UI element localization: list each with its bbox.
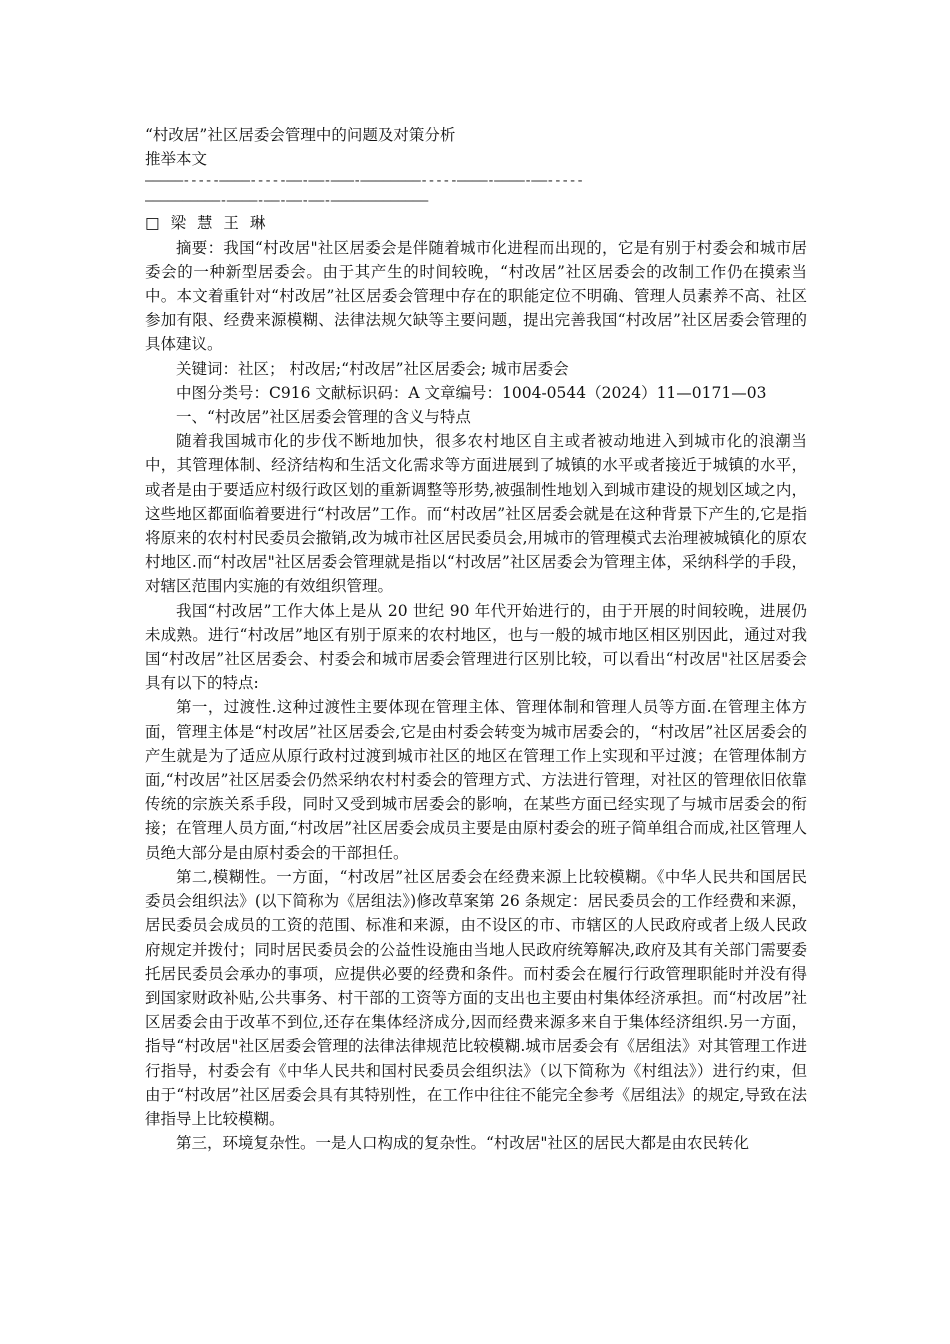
separator-line-2: ——————————-————-——-——-——-—————————————	[145, 193, 428, 210]
recommend-link[interactable]: 推举本文	[145, 150, 208, 169]
section-heading-1: 一、“村改居”社区居委会管理的含义与特点	[176, 408, 471, 427]
document-title: “村改居”社区居委会管理中的问题及对策分析	[145, 126, 456, 144]
keywords-line: 关键词：社区； 村改居;“村改居”社区居委会; 城市居委会	[176, 359, 569, 378]
author-byline: □ 梁 慧 王 琳	[145, 214, 269, 233]
body-paragraph: 第一，过渡性.这种过渡性主要体现在管理主体、管理体制和管理人员等方面.在管理主体方面，管理主体是“村改居”社区居委会,它是由村委会转变为城市居委会的，“村改居”社区居委会的产生就是为了适应从原行政村过渡到城市社区的地区在管理工作上实现和平过渡；在管理体制方面,“村改居”社区居委会仍然采纳农村村委会的管理方式、方法进行管理，对社区的管理依旧依靠传统的宗族关系手段，同时又受到城市居委会的影响，在某些方面已经实现了与城市居委会的衔接；在管理人员方面,“村改居”社区居委会成员主要是由原村委会的班子简单组合而成,社区管理人员绝大部分是由原村委会的干部担任。	[145, 698, 807, 862]
body-paragraph: 第二,模糊性。一方面，“村改居”社区居委会在经费来源上比较模糊。《中华人民共和国居民委员会组织法》(以下简称为《居组法》)修改草案第 26 条规定：居民委员会的工作经费和来源，居民委员会成员的工资的范围、标准和来源，由不设区的市、市辖区的人民政府或者上级人民政府规定并拨付；同时居民委员会的公益性设施由当地人民政府统筹解决,政府及其有关部门需要委托居民委员会承办的事项，应提供必要的经费和条件。而村委会在履行行政管理职能时并没有得到国家财政补贴,公共事务、村干部的工资等方面的支出也主要由村集体经济承担。而“村改居”社区居委会由于改革不到位,还存在集体经济成分,因而经费来源多来自于集体经济组织.另一方面，指导“村改居"社区居委会管理的法律法律规范比较模糊.城市居委会有《居组法》对其管理工作进行指导，村委会有《中华人民共和国村民委员会组织法》（以下简称为《村组法》）进行约束，但由于“村改居”社区居委会具有其特别性，在工作中往往不能完全参考《居组法》的规定,导致在法律指导上比较模糊。	[145, 867, 807, 1128]
body-paragraph: 我国“村改居”工作大体上是从 20 世纪 90 年代开始进行的，由于开展的时间较晚，进展仍未成熟。进行“村改居”地区有别于原来的农村地区，也与一般的城市地区相区别因此，通过对我国“村改居”社区居委会、村委会和城市居委会管理进行区别比较，可以看出“村改居"社区居委会具有以下的特点:	[145, 601, 807, 693]
body-paragraph: 随着我国城市化的步伐不断地加快，很多农村地区自主或者被动地进入到城市化的浪潮当中，其管理体制、经济结构和生活文化需求等方面进展到了城镇的水平或者接近于城镇的水平，或者是由于要适应村级行政区划的重新调整等形势,被强制性地划入到城市建设的规划区域之内，这些地区都面临着要进行“村改居”工作。而“村改居”社区居委会就是在这种背景下产生的,它是指将原来的农村村民委员会撤销,改为城市社区居民委员会,用城市的管理模式去治理被城镇化的原农村地区.而“村改居"社区居委会管理就是指以“村改居”社区居委会为管理主体，采纳科学的手段，对辖区范围内实施的有效组织管理。	[145, 432, 807, 596]
classification-line: 中图分类号：C916 文献标识码：A 文章编号：1004-0544（2024）11—0171—03	[176, 383, 767, 402]
abstract-paragraph: 摘要：我国“村改居"社区居委会是伴随着城市化进程而出现的，它是有别于村委会和城市居委会的一种新型居委会。由于其产生的时间较晚，“村改居”社区居委会的改制工作仍在摸索当中。本文着重针对“村改居”社区居委会管理中存在的职能定位不明确、管理人员素养不高、社区参加有限、经费来源模糊、法律法规欠缺等主要问题，提出完善我国“村改居”社区居委会管理的具体建议。	[145, 238, 807, 354]
body-paragraph: 第三，环境复杂性。一是人口构成的复杂性。“村改居"社区的居民大都是由农民转化	[176, 1134, 750, 1153]
separator-line-1: —————-----————-----——-——-———-————————-----————-————-——-----	[145, 173, 584, 190]
document-page	[145, 123, 807, 1155]
